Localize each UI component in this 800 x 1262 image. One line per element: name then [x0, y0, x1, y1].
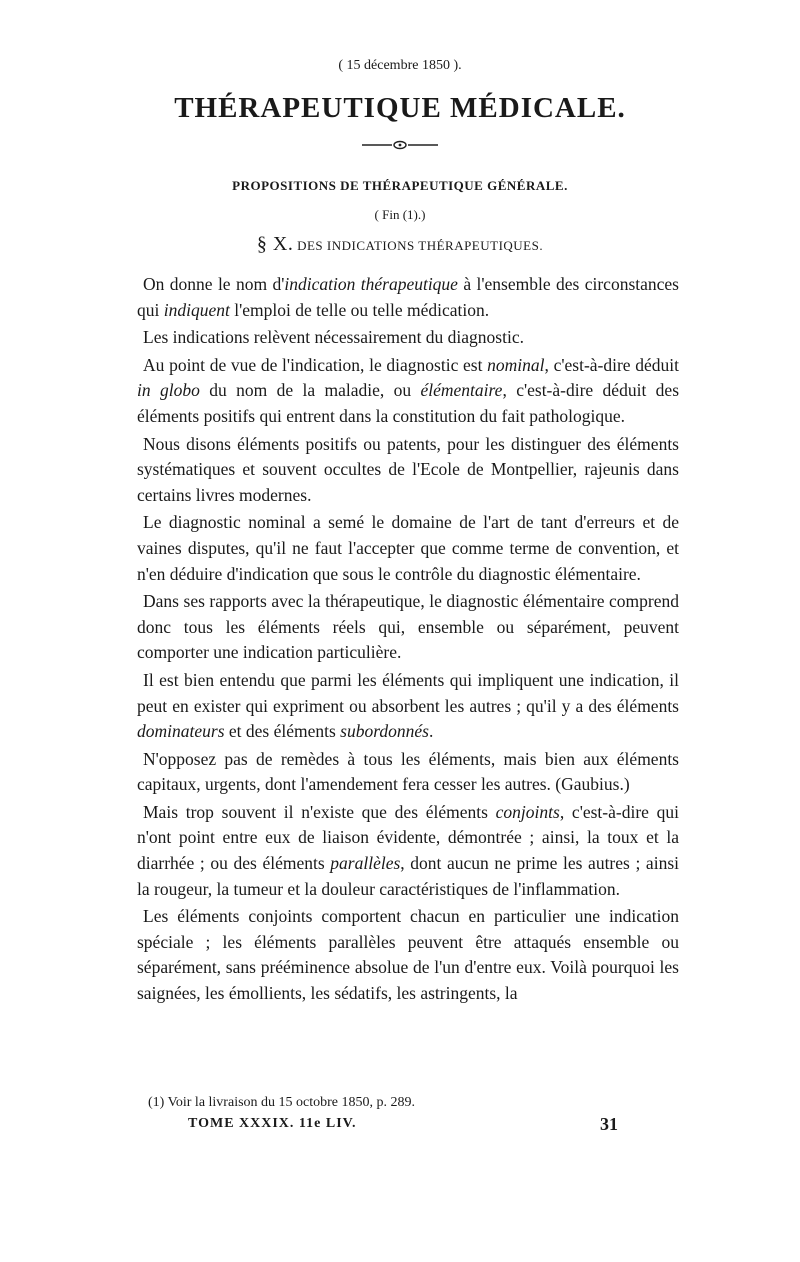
- paragraph: [137, 800, 679, 902]
- text-run: Les indications relèvent nécessairement du diagnostic.: [143, 327, 524, 348]
- section-number: § X.: [256, 233, 294, 255]
- text-run: , c'est-à-dire déduit: [544, 354, 679, 375]
- text-run: , c'est-à-dire qui n'ont point entre eux de liaison évidente, démontrée ; ainsi, la toux et la diarrhée ; ou des éléments: [137, 801, 679, 874]
- ornament-rule-icon: [360, 140, 440, 150]
- italic-term: conjoints: [495, 801, 560, 822]
- text-run: Il est bien entendu que parmi les éléments qui impliquent une indication, il peut en exister qui expriment ou absorbent les autres ; qu'il y a des éléments: [137, 669, 679, 716]
- footnote: (1) Voir la livraison du 15 octobre 1850, p. 289.: [148, 1095, 416, 1110]
- text-run: Au point de vue de l'indication, le diagnostic est: [143, 354, 488, 375]
- page-number: 31: [600, 1114, 618, 1134]
- text-run: l'emploi de telle ou telle médication.: [229, 299, 490, 320]
- italic-term: indiquent: [163, 299, 230, 320]
- paragraph: [137, 510, 679, 587]
- paragraph: [137, 432, 679, 509]
- paragraph: [137, 272, 679, 323]
- paragraph: [137, 353, 679, 430]
- text-run: du nom de la maladie, ou: [199, 380, 421, 401]
- text-run: On donne le nom d': [143, 274, 285, 294]
- text-run: à l'ensemble des circonstances qui: [137, 274, 679, 320]
- paragraph: [137, 589, 679, 666]
- text-run: Nous disons éléments positifs ou patents, pour les distinguer des éléments systématiques et souvent occultes de l'Ecole de Montpellier, rajeunis dans certains livres modernes.: [137, 433, 679, 505]
- italic-term: indication thérapeutique: [284, 274, 458, 294]
- italic-term: subordonnés: [340, 721, 429, 742]
- text-run: Dans ses rapports avec la thérapeutique, le diagnostic élémentaire comprend donc tous les éléments réels qui, ensemble ou séparément, peuvent comporter une indication particulière.: [137, 591, 679, 663]
- dateline: ( 15 décembre 1850 ).: [338, 58, 462, 73]
- italic-term: nominal: [487, 354, 545, 375]
- ornament-divider: [0, 137, 800, 155]
- italic-term: dominateurs: [137, 721, 225, 742]
- subtitle: PROPOSITIONS DE THÉRAPEUTIQUE GÉNÉRALE.: [232, 178, 568, 193]
- italic-term: élémentaire: [420, 380, 503, 401]
- page-title: THÉRAPEUTIQUE MÉDICALE.: [174, 92, 626, 124]
- signature-volume: TOME XXXIX. 11e LIV.: [188, 1116, 357, 1131]
- text-run: .: [428, 721, 434, 742]
- text-run: Mais trop souvent il n'existe que des éléments: [143, 801, 496, 822]
- body-text: [137, 272, 679, 1009]
- text-run: et des éléments: [224, 721, 341, 742]
- text-run: , c'est-à-dire déduit des éléments positifs qui entrent dans la constitution du fait pathologique.: [137, 380, 679, 426]
- paragraph: [137, 668, 679, 745]
- paragraph: [137, 325, 679, 351]
- text-run: Le diagnostic nominal a semé le domaine de l'art de tant d'erreurs et de vaines disputes, qu'il ne faut l'accepter que comme terme de convention, et n'en déduire d'indication que sous le contrôle du diagnostic élémentaire.: [137, 512, 679, 584]
- fin-note: ( Fin (1).): [374, 207, 426, 222]
- section-title: DES INDICATIONS THÉRAPEUTIQUES.: [297, 238, 544, 253]
- italic-term: parallèles: [330, 853, 401, 874]
- text-run: , dont aucun ne prime les autres ; ainsi la rougeur, la tumeur et la douleur caractéristiques de l'inflammation.: [137, 853, 679, 899]
- paragraph: [137, 747, 679, 798]
- signature-line: [188, 1116, 618, 1132]
- paragraph: [137, 904, 679, 1006]
- text-run: Les éléments conjoints comportent chacun en particulier une indication spéciale ; les éléments parallèles peuvent être attaqués ensemble ou séparément, sans prééminence absolue de l'un d'entre eux. Voilà pourquoi les saignées, les émollients, les sédatifs, les astringents, la: [137, 906, 679, 1004]
- section-heading: [0, 233, 800, 256]
- text-run: N'opposez pas de remèdes à tous les éléments, mais bien aux éléments capitaux, urgents, dont l'amendement fera cesser les autres. (Gaubius.): [137, 748, 679, 795]
- italic-term: in globo: [137, 380, 200, 401]
